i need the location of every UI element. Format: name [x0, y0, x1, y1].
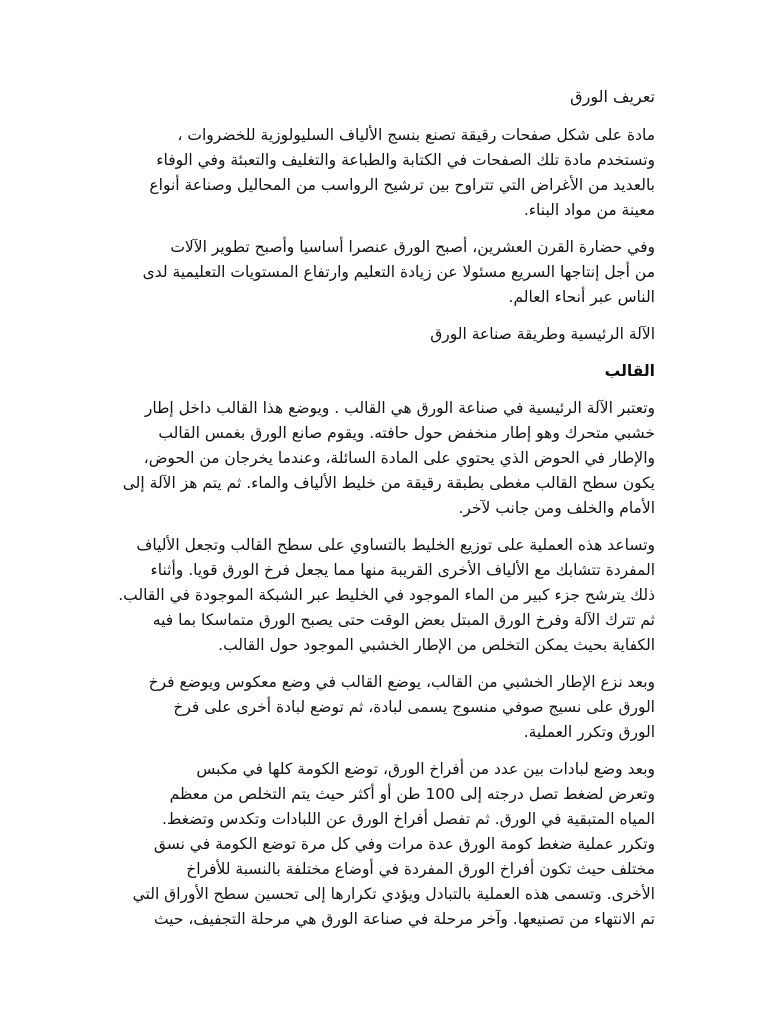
text-line: وفي حضارة القرن العشرين، أصبح الورق عنصرا أساسيا وأصبح تطوير الآلات	[170, 238, 655, 256]
document-body	[112, 84, 655, 944]
text-line: الناس عبر أنحاء العالم.	[508, 288, 655, 306]
text-line: يكون سطح القالب مغطى بطبقة رقيقة من خليط الألياف والماء. ثم يتم هز الآلة إلى	[122, 474, 655, 492]
text-line: تم الانتهاء من تصنيعها. وآخر مرحلة في صناعة الورق هي مرحلة التجفيف، حيث	[153, 910, 655, 928]
body-paragraph-1	[112, 396, 655, 521]
sub-heading: القالب	[604, 362, 655, 380]
text-line: وبعد نزع الإطار الخشبي من القالب، يوضع القالب في وضع معكوس ويوضع فرخ	[148, 673, 655, 691]
text-line: المفردة تتشابك مع الألياف الأخرى القريبة منها مما يجعل فرخ الورق قويا. وأثناء	[150, 561, 655, 579]
text-line: معينة من مواد البناء.	[523, 201, 655, 219]
text-line: والإطار في الحوض الذي يحتوي على المادة السائلة، وعندما يخرجان من الحوض،	[143, 449, 655, 467]
body-paragraph-4	[112, 757, 655, 932]
text-line: وتعتبر الآلة الرئيسية في صناعة الورق هي القالب . ويوضع هذا القالب داخل إطار	[144, 399, 655, 417]
text-line: الأمام والخلف ومن جانب لآخر.	[458, 499, 655, 517]
section-heading: الآلة الرئيسية وطريقة صناعة الورق	[430, 325, 655, 343]
text-line: الأخرى. وتسمى هذه العملية بالتبادل ويؤدي تكرارها إلى تحسين سطح الأوراق التي	[132, 885, 655, 903]
body-paragraph-3	[112, 670, 655, 745]
body-paragraph-2	[112, 533, 655, 658]
text-line: ذلك يترشح جزء كبير من الماء الموجود في الخليط عبر الشبكة الموجودة في القالب.	[118, 586, 655, 604]
text-line: وتساعد هذه العملية على توزيع الخليط بالتساوي على سطح القالب وتجعل الألياف	[136, 536, 655, 554]
text-line: ثم تترك الآلة وفرخ الورق المبتل بعض الوقت حتى يصبح الورق متماسكا بما فيه	[152, 611, 655, 629]
text-line: الورق على نسيج صوفي منسوج يسمى لبادة، ثم توضع لبادة أخرى على فرخ	[173, 698, 655, 716]
text-line: بالعديد من الأغراض التي تتراوح بين ترشيح الرواسب من المحاليل وصناعة أنواع	[149, 176, 655, 194]
text-line: الكفاية بحيث يمكن التخلص من الإطار الخشبي الموجود حول القالب.	[218, 636, 655, 654]
document-title: تعريف الورق	[570, 87, 655, 106]
text-line: مادة على شكل صفحات رقيقة تصنع بنسج الألياف السليولوزية للخضروات ،	[177, 126, 655, 144]
text-line: المياه المتبقية في الورق. ثم تفصل أفراخ الورق عن اللبادات وتكدس وتضغط.	[162, 810, 655, 828]
text-line: وبعد وضع لبادات بين عدد من أفراخ الورق، توضع الكومة كلها في مكبس	[196, 760, 655, 778]
intro-paragraph-2	[112, 235, 655, 310]
text-line: وتعرض لضغط تصل درجته إلى 100 طن أو أكثر حيث يتم التخلص من معظم	[169, 785, 655, 803]
text-line: الورق وتكرر العملية.	[523, 723, 655, 741]
text-line: وتستخدم مادة تلك الصفحات في الكتابة والطباعة والتغليف والتعبئة وفي الوفاء	[156, 151, 655, 169]
text-line: خشبي متحرك وهو إطار منخفض حول حافته. ويقوم صانع الورق بغمس القالب	[158, 424, 655, 442]
intro-paragraph-1	[112, 123, 655, 223]
text-line: وتكرر عملية ضغط كومة الورق عدة مرات وفي كل مرة توضع الكومة في نسق	[153, 835, 655, 853]
text-line: مختلف حيث تكون أفراخ الورق المفردة في أوضاع مختلفة بالنسبة للأفراخ	[186, 860, 655, 878]
text-line: من أجل إنتاجها السريع مسئولا عن زيادة التعليم وارتفاع المستويات التعليمية لدى	[142, 263, 655, 281]
